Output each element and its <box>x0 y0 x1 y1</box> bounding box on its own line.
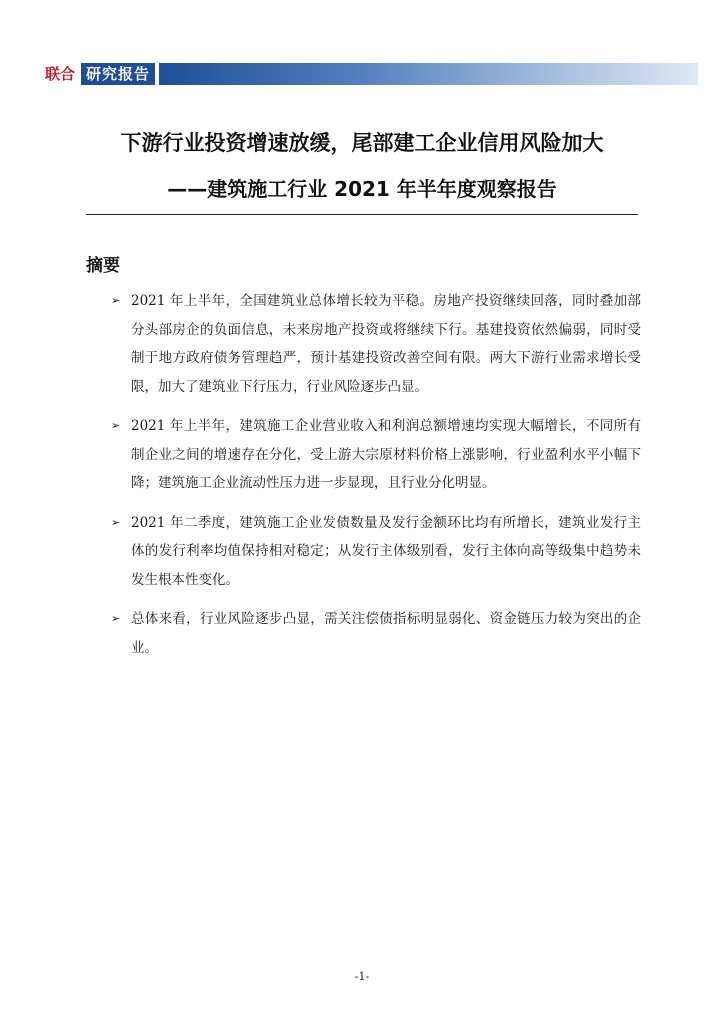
page-number: -1- <box>354 970 370 983</box>
brand-tagline: 研究报告 <box>81 63 155 85</box>
list-item <box>111 605 641 662</box>
report-subtitle: ——建筑施工行业 2021 年半年度观察报告 <box>167 177 557 201</box>
list-item-text: 2021 年上半年，建筑施工企业营业收入和利润总额增速均实现大幅增长，不同所有制企业之间的增速存在分化，受上游大宗原材料价格上涨影响，行业盈利水平小幅下降；建筑施工企业流动性压力进一步显现，且行业分化明显。 <box>131 418 641 491</box>
report-header <box>45 63 698 85</box>
arrow-bullet-icon: ➢ <box>111 612 121 625</box>
arrow-bullet-icon: ➢ <box>111 419 121 432</box>
abstract-heading: 摘要 <box>86 256 120 276</box>
arrow-bullet-icon: ➢ <box>111 294 121 307</box>
arrow-bullet-icon: ➢ <box>111 515 121 529</box>
header-gradient-bar <box>159 63 698 85</box>
list-item <box>111 509 641 595</box>
list-item-text: 总体来看，行业风险逐步凸显，需关注偿债指标明显弱化、资金链压力较为突出的企业。 <box>131 611 641 656</box>
brand-name: 联合 <box>45 65 76 83</box>
abstract-list <box>111 287 641 673</box>
list-item <box>111 287 641 401</box>
title-divider <box>86 214 638 215</box>
report-title: 下游行业投资增速放缓，尾部建工企业信用风险加大 <box>120 131 604 155</box>
list-item-text: 2021 年二季度，建筑施工企业发债数量及发行金额环比均有所增长，建筑业发行主体的发行利率均值保持相对稳定；从发行主体级别看，发行主体向高等级集中趋势未发生根本性变化。 <box>131 514 641 588</box>
list-item <box>111 412 641 498</box>
list-item-text: 2021 年上半年，全国建筑业总体增长较为平稳。房地产投资继续回落，同时叠加部分头部房企的负面信息，未来房地产投资或将继续下行。基建投资依然偏弱，同时受制于地方政府债务管理趋严，预计基建投资改善空间有限。两大下游行业需求增长受限，加大了建筑业下行压力，行业风险逐步凸显。 <box>131 293 641 395</box>
